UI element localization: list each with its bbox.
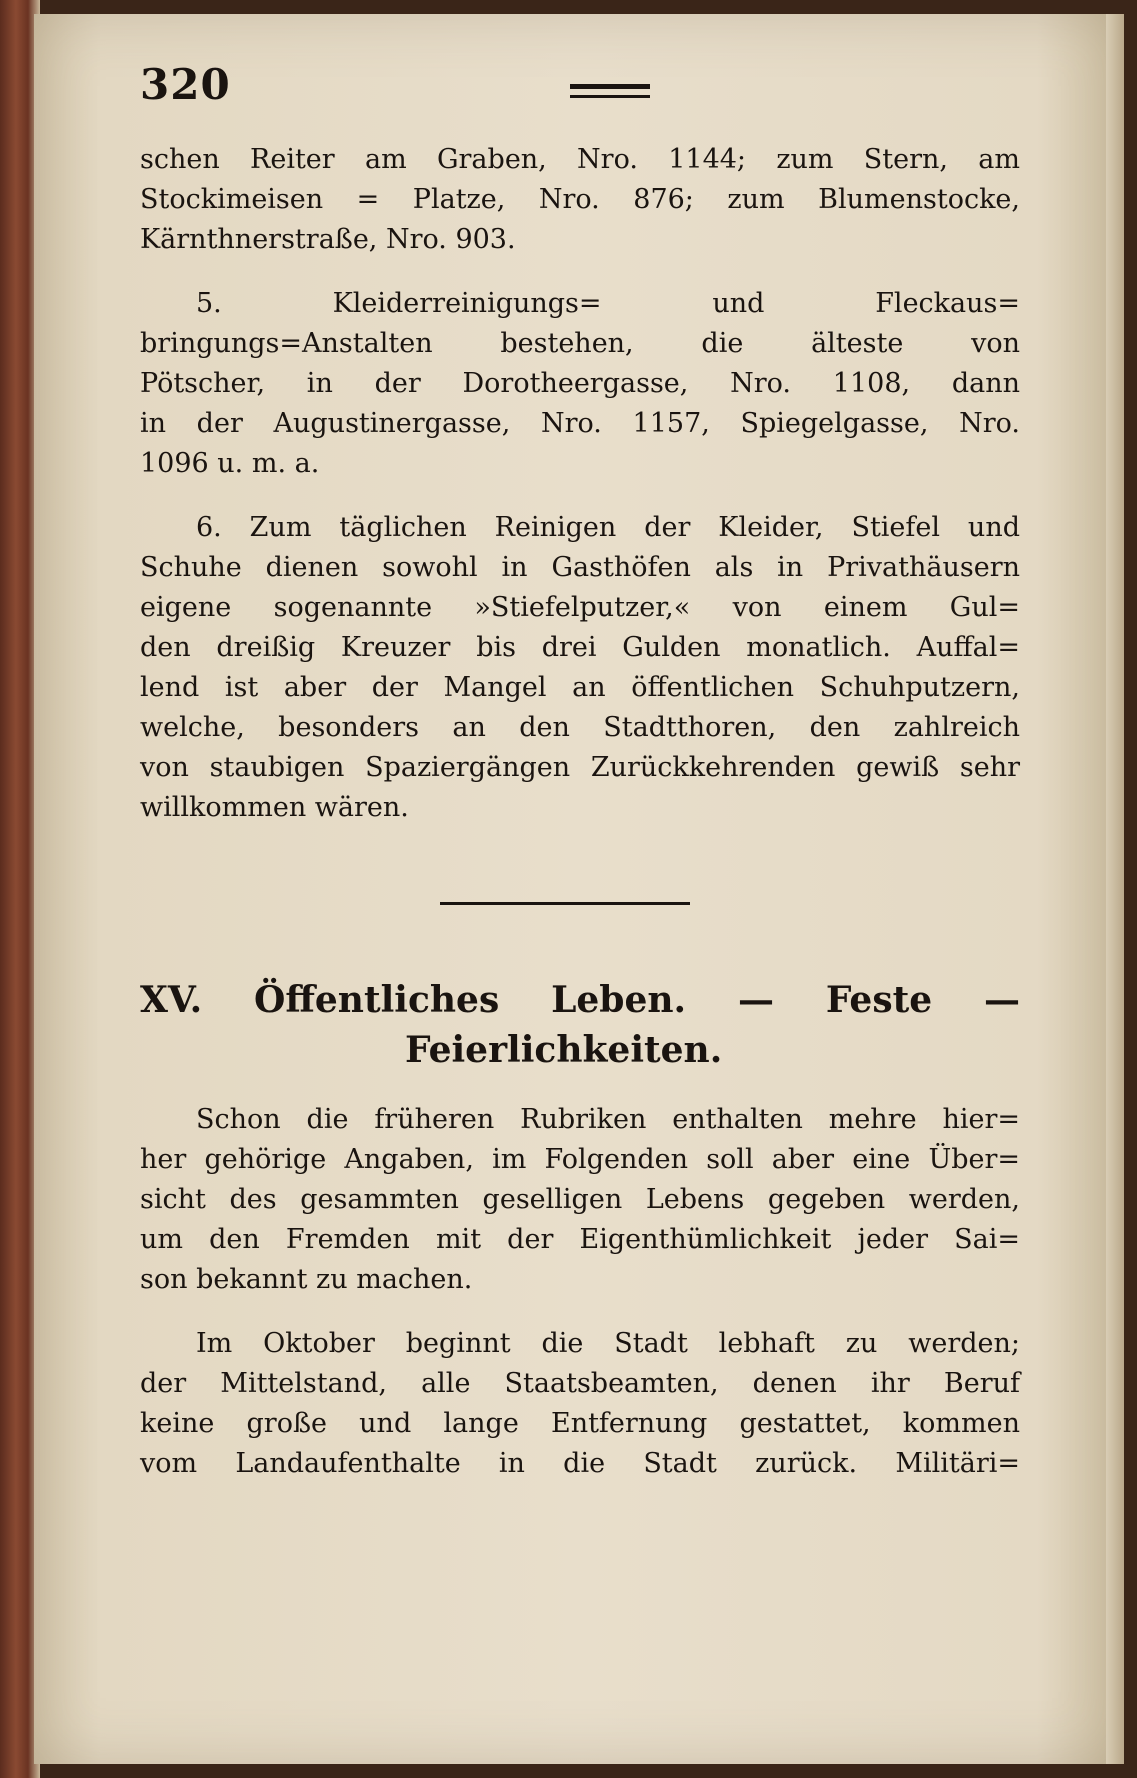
text-line: welche, besonders an den Stadtthoren, den zahlreich (140, 712, 1020, 743)
text-line: in der Augustinergasse, Nro. 1157, Spiegelgasse, Nro. (140, 408, 1020, 439)
text-line: den dreißig Kreuzer bis drei Gulden monatlich. Auffal= (140, 632, 1020, 663)
header-rule (570, 84, 650, 98)
text-line: son bekannt zu machen. (140, 1264, 473, 1295)
text-line: eigene sogenannte »Stiefelputzer,« von einem Gul= (140, 592, 1020, 623)
text-line: Stockimeisen = Platze, Nro. 876; zum Blumenstocke, (140, 184, 1020, 215)
list-item-6 (140, 508, 1020, 828)
text-line: der Mittelstand, alle Staatsbeamten, denen ihr Beruf (140, 1368, 1020, 1399)
text-line: von staubigen Spaziergängen Zurückkehrenden gewiß sehr (140, 752, 1020, 783)
list-item-5 (140, 284, 1020, 484)
text-line: sicht des gesammten geselligen Lebens gegeben werden, (140, 1184, 1020, 1215)
text-line: Kärnthnerstraße, Nro. 903. (140, 224, 516, 255)
section-heading-line-1: XV. Öffentliches Leben. — Feste — (140, 979, 1020, 1021)
section-heading (140, 975, 1020, 1075)
text-line: willkommen wären. (140, 792, 409, 823)
text-line: bringungs=Anstalten bestehen, die älteste von (140, 328, 1020, 359)
text-line: lend ist aber der Mangel an öffentlichen Schuhputzern, (140, 672, 1020, 703)
paragraph-continuation (140, 140, 1020, 260)
text-line: 5. Kleiderreinigungs= und Fleckaus= (196, 288, 1020, 319)
text-line: vom Landaufenthalte in die Stadt zurück. Militäri= (140, 1448, 1020, 1479)
book-page (34, 14, 1124, 1764)
section-divider (440, 902, 690, 905)
page-header (140, 60, 1020, 110)
text-line: 6. Zum täglichen Reinigen der Kleider, Stiefel und (196, 512, 1020, 543)
text-line: Pötscher, in der Dorotheergasse, Nro. 1108, dann (140, 368, 1020, 399)
section-paragraph-2 (140, 1324, 1020, 1484)
text-line: her gehörige Angaben, im Folgenden soll aber eine Über= (140, 1144, 1020, 1175)
text-line: um den Fremden mit der Eigenthümlichkeit jeder Sai= (140, 1224, 1020, 1255)
text-line: keine große und lange Entfernung gestattet, kommen (140, 1408, 1020, 1439)
section-heading-line-2: Feierlichkeiten. (405, 1029, 723, 1071)
text-line: 1096 u. m. a. (140, 448, 320, 479)
text-line: Schon die früheren Rubriken enthalten mehre hier= (196, 1104, 1020, 1135)
text-line: schen Reiter am Graben, Nro. 1144; zum Stern, am (140, 144, 1020, 175)
section-paragraph-1 (140, 1100, 1020, 1300)
text-line: Schuhe dienen sowohl in Gasthöfen als in Privathäusern (140, 552, 1020, 583)
page-edge (1106, 14, 1124, 1764)
page-number: 320 (140, 60, 231, 109)
text-line: Im Oktober beginnt die Stadt lebhaft zu werden; (196, 1328, 1020, 1359)
